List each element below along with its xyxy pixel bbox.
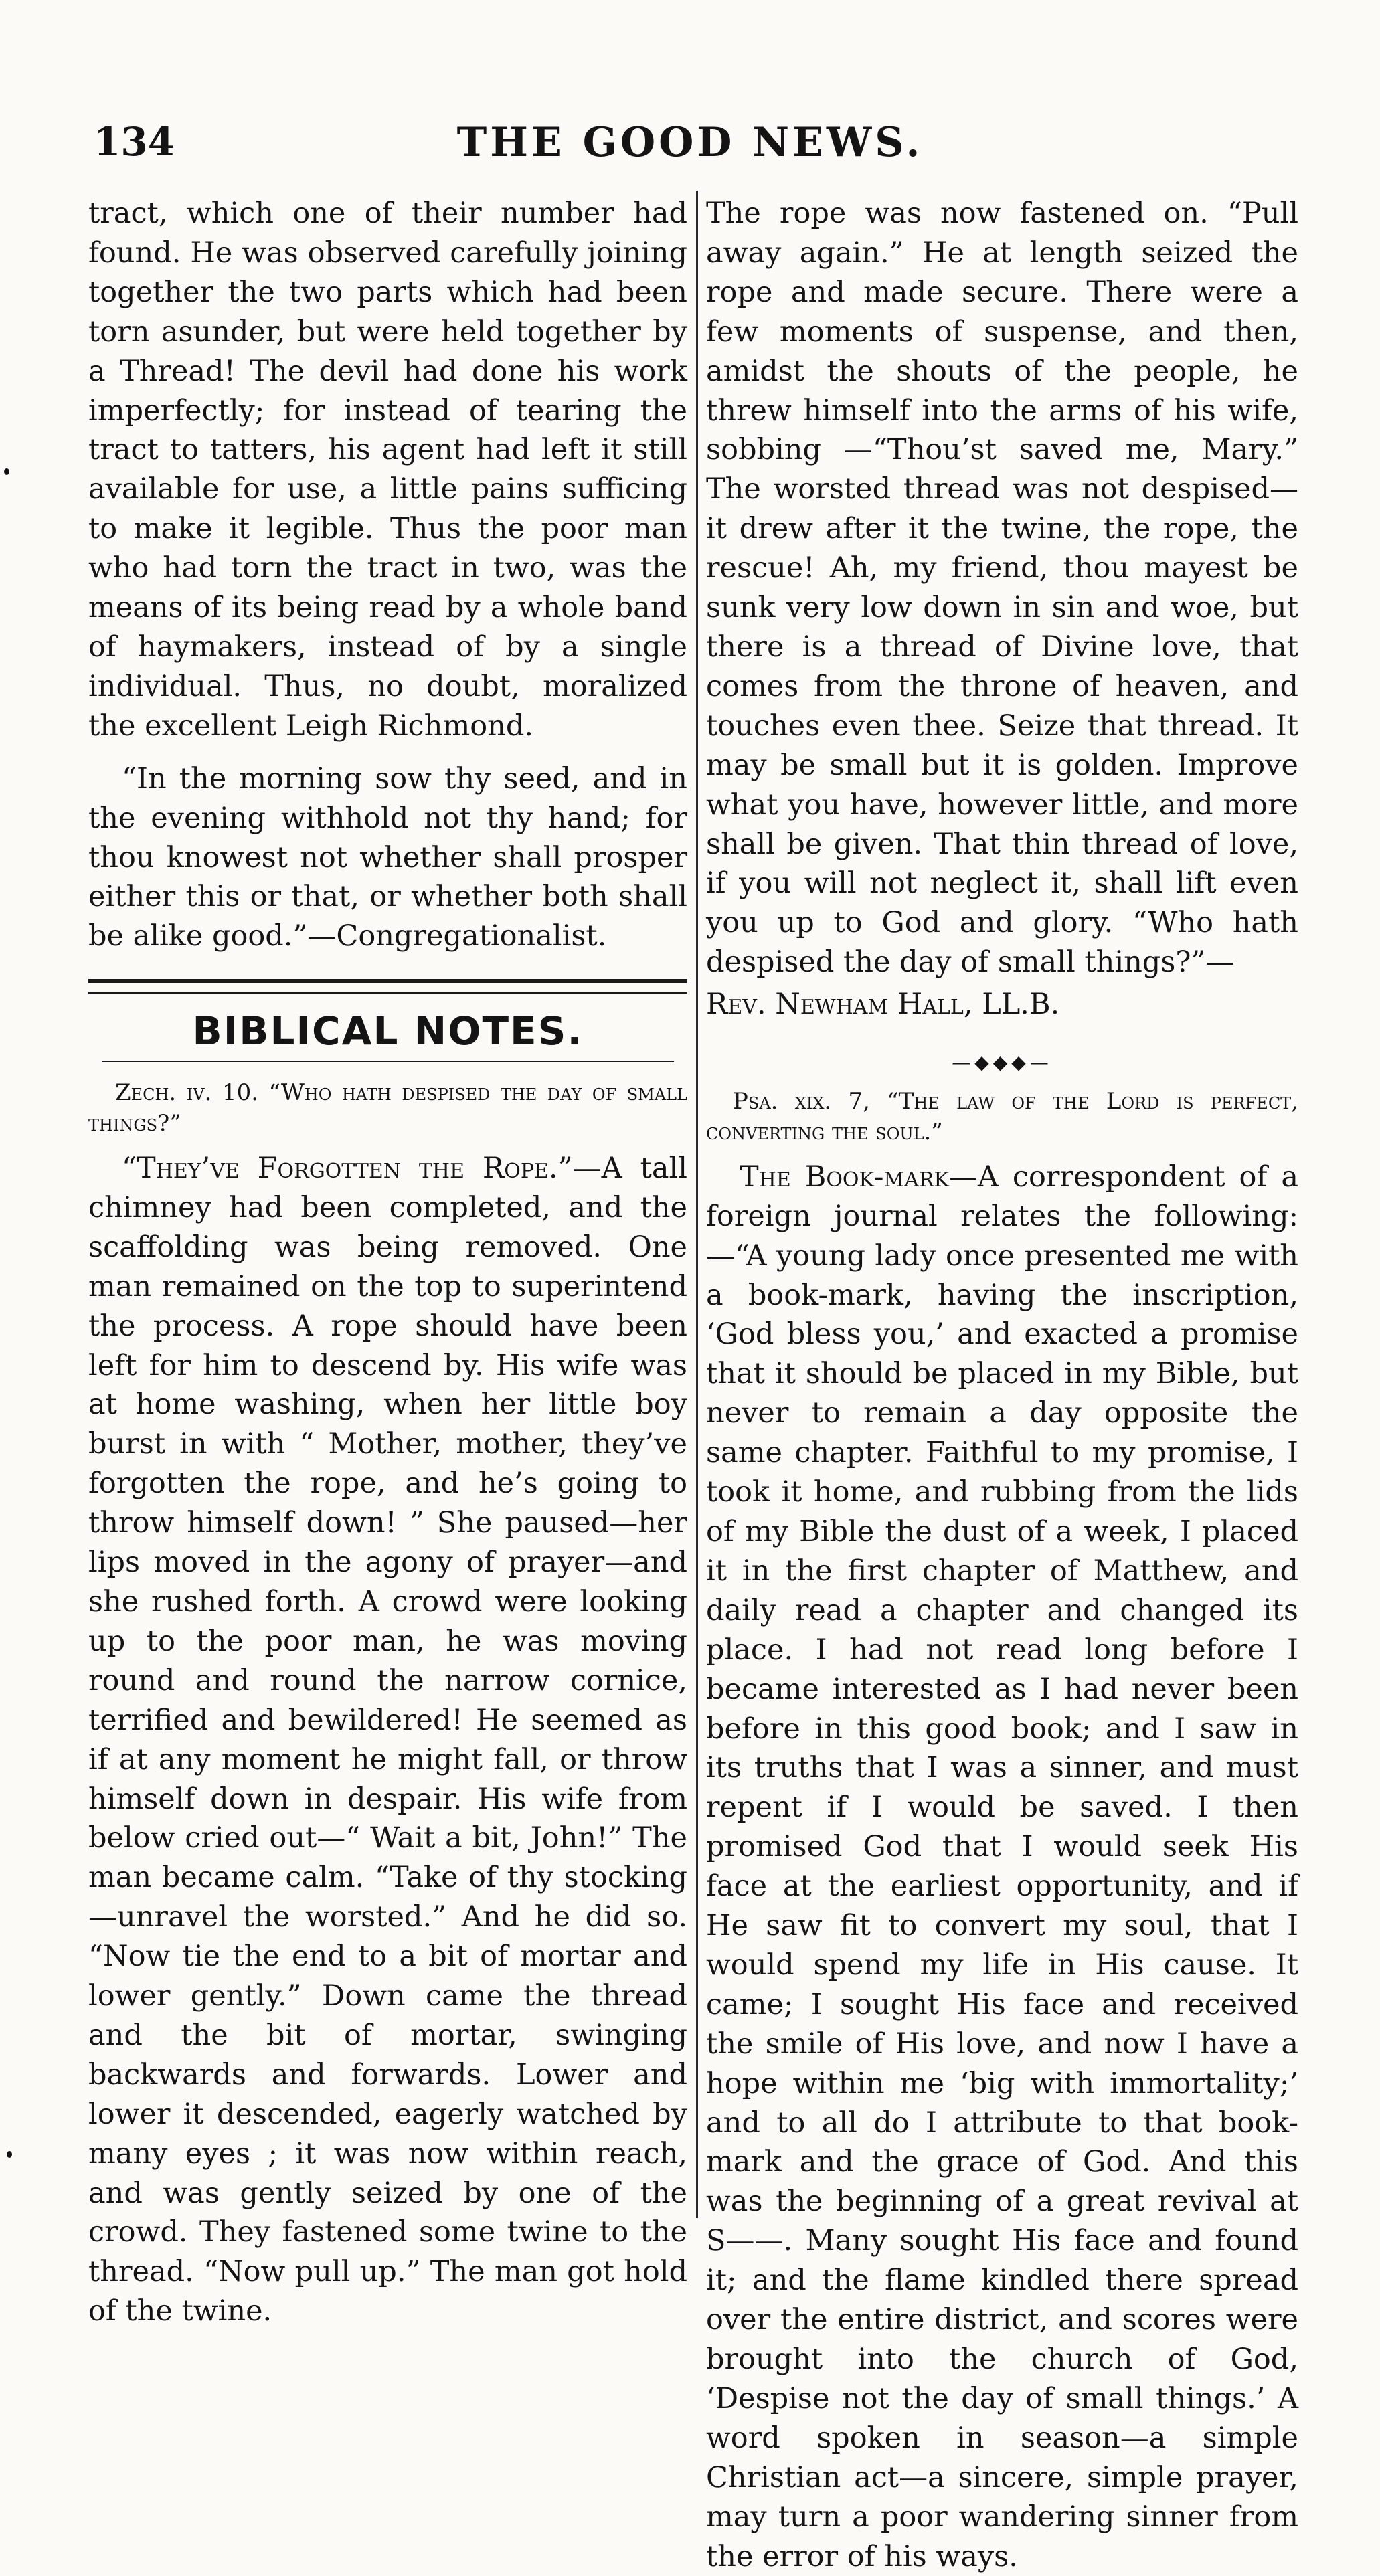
margin-speck — [4, 468, 9, 475]
page-number: 134 — [94, 119, 175, 165]
note-reference: Psa. xix. 7, “The law of the Lord is perfect, converting the soul.” — [706, 1088, 1298, 1145]
note-body: —A tall chimney had been completed, and the scaffolding was being removed. One man remained on the top to superintend the process. A rope should have been left for him to descend by. His wife was at home washing, when her little boy burst in with “ Mother, mother, they’ve forgotten the rope, and he’s going to throw himself down! ” She paused—her lips moved in the agony of prayer—and she rushed forth. A crowd were looking up to the poor man, he was moving round and round the narrow cornice, terrified and bewildered! He seemed as if at any moment he might fall, or throw himself down in despair. His wife from below cried out—“ Wait a bit, John!” The man became calm. “Take of thy stocking—unravel the worsted.” And he did so. “Now tie the end to a bit of mortar and lower gently.” Down came the thread and the bit of mortar, swinging backwards and forwards. Lower and lower it descended, eagerly watched by many eyes ; it was now within reach, and was gently seized by one of the crowd. They fastened some twine to the thread. “Now pull up.” The man got hold of the twine. — [88, 1152, 687, 2328]
paragraph-rope-conclusion: The rope was now fastened on. “Pull away again.” He at length seized the rope and made secure. There were a few moments of suspense, and then, amidst the shouts of the people, he threw himself into the arms of his wife, sobbing —“Thou’st saved me, Mary.” The worsted thread was not despised—it drew after it the twine, the rope, the rescue! Ah, my friend, thou mayest be sunk very low down in sin and woe, but there is a thread of Divine love, that comes from the throne of heaven, and touches even thee. Seize that thread. It may be small but it is golden. Improve what you have, however little, and more shall be given. That thin thread of love, if you will not neglect it, shall lift even you up to God and glory. “Who hath despised the day of small things?”— — [706, 197, 1298, 980]
ornamental-divider: —◆◆◆— — [952, 1051, 1053, 1074]
section-title: BIBLICAL NOTES. — [192, 1008, 584, 1054]
paragraph-tract-story: tract, which one of their number had found. He was observed carefully joining together the two parts which had been torn asunder, but were held together by a Thread! The devil had done his work imperfectly; for instead of tearing the tract to tatters, his agent had left it still available for use, a little pains sufficing to make it legible. Thus the poor man who had torn the tract in two, was the means of its being read by a whole band of haymakers, instead of by a single individual. Thus, no doubt, moralized the excellent Leigh Richmond. — [88, 197, 687, 743]
author-signature: Rev. Newham Hall, LL.B. — [706, 988, 1060, 1022]
note-reference: Zech. iv. 10. “Who hath despised the day of small things?” — [88, 1079, 687, 1137]
note-lead: “They’ve Forgotten the Rope.” — [122, 1152, 573, 1185]
note-bookmark-story — [706, 1158, 1298, 2576]
left-column — [88, 194, 687, 2331]
margin-speck — [7, 2151, 12, 2158]
right-column — [706, 194, 1298, 2576]
note-lead: The Book-mark — [740, 1160, 949, 1194]
note-body: —A correspondent of a foreign journal relates the following:—“A young lady once presented me with a book-mark, having the inscription, ‘God bless you,’ and exacted a promise that it should be placed in my Bible, but never to remain a day opposite the same chapter. Faithful to my promise, I took it home, and rubbing from the lids of my Bible the dust of a week, I placed it in the first chapter of Matthew, and daily read a chapter and changed its place. I had not read long before I became interested as I had never been before in this good book; and I saw in its truths that I was a sinner, and must repent if I would be saved. I then promised God that I would seek His face at the earliest opportunity, and if He saw fit to convert my soul, that I would spend my life in His cause. It came; I sought His face and received the smile of His love, and now I have a hope within me ‘big with immortality;’ and to all do I attribute to that book-mark and the grace of God. And this was the beginning of a great revival at S——. Many sought His face and found it; and the flame kindled there spread over the entire district, and scores were brought into the church of God, ‘Despise not the day of small things.’ A word spoken in season—a simple Christian act—a sincere, simple prayer, may turn a poor wandering sinner from the error of his ways. — [706, 1160, 1298, 2573]
paragraph-quotation: “In the morning sow thy seed, and in the evening withhold not thy hand; for thou knowest not whether shall prosper either this or that, or whether both shall be alike good.”—Congregationalist. — [88, 761, 687, 953]
note-rope-story — [88, 1149, 687, 2331]
section-rule — [88, 979, 687, 994]
running-title: THE GOOD NEWS. — [456, 119, 924, 166]
section-underline — [102, 1061, 674, 1062]
column-divider — [696, 191, 698, 2218]
